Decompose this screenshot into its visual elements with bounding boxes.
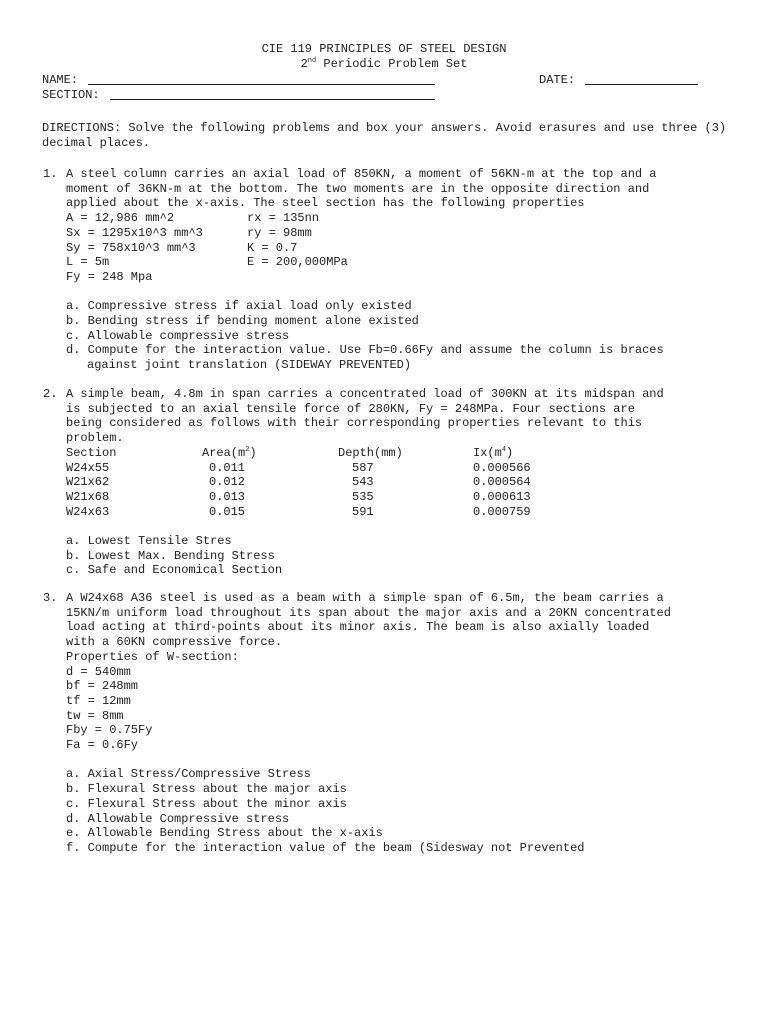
property: A = 12,986 mm^2 <box>66 211 175 226</box>
directions-label: DIRECTIONS: <box>42 121 122 135</box>
statement-line: being considered as follows with their corresponding properties relevant to this <box>66 416 643 431</box>
problem-3 <box>43 591 726 856</box>
sub-question: c. Allowable compressive stress <box>66 328 290 343</box>
sub-question-continued: against joint translation (SIDEWAY PREVENTED) <box>87 358 412 373</box>
statement-line: A simple beam, 4.8m in span carries a concentrated load of 300KN at its midspan and <box>66 387 664 401</box>
sub-question: f. Compute for the interaction value of the beam (Sidesway not Prevented <box>66 840 585 855</box>
set-ordinal-suffix: nd <box>307 57 317 65</box>
sub-question: d. Allowable Compressive stress <box>66 811 290 826</box>
property: tf = 12mm <box>66 693 131 708</box>
statement-line: A steel column carries an axial load of 850KN, a moment of 56KN-m at the top and a <box>66 167 657 181</box>
sub-question: c. Safe and Economical Section <box>66 563 283 578</box>
property: rx = 135nn <box>247 211 320 226</box>
property: Fby = 0.75Fy <box>66 723 153 738</box>
sections-table <box>66 446 573 520</box>
property: d = 540mm <box>66 664 131 679</box>
problem-set-title <box>0 57 768 72</box>
set-name: Periodic Problem Set <box>323 57 468 71</box>
statement-line: 15KN/m uniform load throughout its span about the major axis and a 20KN concentrated <box>66 605 671 620</box>
statement-line: load acting at third-points about its minor axis. The beam is also axially loaded <box>66 620 650 635</box>
section-label: SECTION: <box>42 87 100 102</box>
section-field[interactable] <box>110 88 435 100</box>
property: ry = 98mm <box>247 225 312 240</box>
student-fields <box>42 73 732 102</box>
problem-number: 3. <box>43 591 58 605</box>
course-title: CIE 119 PRINCIPLES OF STEEL DESIGN <box>261 42 507 56</box>
property: bf = 248mm <box>66 679 139 694</box>
sub-question: a. Axial Stress/Compressive Stress <box>66 767 311 782</box>
property: tw = 8mm <box>66 708 124 723</box>
sub-question: a. Compressive stress if axial load only existed <box>66 299 412 314</box>
problem-2 <box>43 387 726 578</box>
statement-line: applied about the x-axis. The steel section has the following properties <box>66 196 585 211</box>
table-header-row <box>66 446 573 461</box>
properties-title: Properties of W-section: <box>66 649 239 664</box>
property: L = 5m <box>66 255 110 270</box>
table-row: W21x62 0.012 543 0.000564 <box>66 475 531 490</box>
property: K = 0.7 <box>247 240 298 255</box>
sub-question: c. Flexural Stress about the minor axis <box>66 796 347 811</box>
header-area: $Area(m^2)$ <box>202 445 257 460</box>
header-section: Section <box>66 445 117 460</box>
problem-number: 2. <box>43 387 58 401</box>
property: E = 200,000MPa <box>247 255 348 270</box>
header-depth: Depth(mm) <box>338 445 403 460</box>
date-label: DATE: <box>539 73 576 87</box>
name-label: NAME: <box>42 73 79 87</box>
header-ix: $Ix(m^4)$ <box>473 445 514 460</box>
property: Sy = 758x10^3 mm^3 <box>66 240 196 255</box>
sub-question: d. Compute for the interaction value. Use Fb=0.66Fy and assume the column is braces <box>66 343 664 358</box>
problem-1 <box>43 167 726 373</box>
table-row: W24x55 0.011 587 0.000566 <box>66 460 531 475</box>
set-ordinal: 2 <box>300 57 308 71</box>
name-field[interactable] <box>88 73 435 85</box>
statement-line: problem. <box>66 431 124 446</box>
statement-line: moment of 36KN-m at the bottom. The two moments are in the opposite direction and <box>66 181 650 196</box>
table-row: W21x68 0.013 535 0.000613 <box>66 489 531 504</box>
properties-list <box>66 211 726 285</box>
sub-question: a. Lowest Tensile Stres <box>66 534 232 549</box>
property: Sx = 1295x10^3 mm^3 <box>66 225 203 240</box>
statement-line: with a 60KN compressive force. <box>66 635 283 650</box>
sub-question: b. Bending stress if bending moment alone existed <box>66 314 419 329</box>
statement-line: is subjected to an axial tensile force of 280KN, Fy = 248MPa. Four sections are <box>66 401 635 416</box>
statement-line: A W24x68 A36 steel is used as a beam with a simple span of 6.5m, the beam carries a <box>66 591 664 605</box>
property <box>247 270 447 285</box>
property: Fa = 0.6Fy <box>66 738 139 753</box>
property: Fy = 248 Mpa <box>66 269 153 284</box>
table-row: W24x63 0.015 591 0.000759 <box>66 504 531 519</box>
sub-question: e. Allowable Bending Stress about the x-axis <box>66 826 383 841</box>
problem-number: 1. <box>43 167 58 181</box>
sub-question: b. Lowest Max. Bending Stress <box>66 548 275 563</box>
date-field[interactable] <box>585 73 698 85</box>
sub-question: b. Flexural Stress about the major axis <box>66 782 347 797</box>
directions-text: Solve the following problems and box your answers. Avoid erasures and use three (3) decimal places. <box>42 121 727 150</box>
directions <box>42 121 732 150</box>
